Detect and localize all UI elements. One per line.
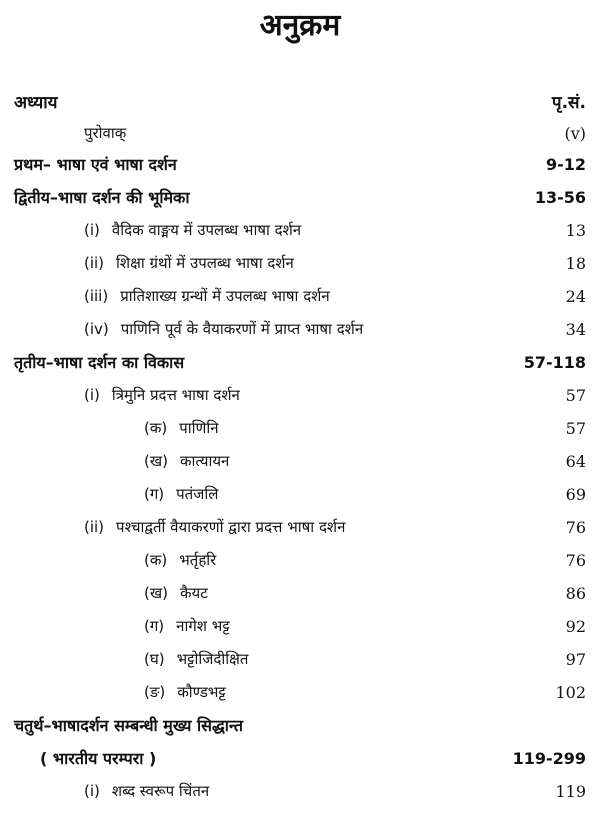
- toc-entry-page: 76: [565, 550, 586, 570]
- toc-entry-text: पुरोवाक्: [84, 124, 127, 142]
- toc-entry-label: [144, 451, 229, 471]
- toc-entry-text: शिक्षा ग्रंथों में उपलब्ध भाषा दर्शन: [116, 254, 294, 272]
- toc-entry-marker: (ii): [84, 518, 105, 536]
- chapter-column-heading: अध्याय: [14, 92, 58, 113]
- toc-entry-text: शब्द स्वरूप चिंतन: [111, 782, 210, 800]
- toc-entry-text: भट्टोजिदीक्षित: [176, 650, 249, 668]
- toc-entry: [84, 777, 586, 805]
- toc-entry: [84, 216, 586, 244]
- toc-entry-page: 57: [565, 385, 586, 405]
- toc-entry-text: प्रथम– भाषा एवं भाषा दर्शन: [14, 155, 177, 174]
- toc-entry-page: 9-12: [545, 154, 586, 174]
- toc-entry-text: कैयट: [179, 584, 208, 602]
- toc-entry-page: 86: [565, 583, 586, 603]
- toc-entry-label: [144, 682, 226, 702]
- toc-entry: [14, 348, 586, 376]
- toc-entry-page: 13: [565, 220, 586, 240]
- toc-entry: [84, 315, 586, 343]
- toc-entry-text: पश्चाद्वर्ती वैयाकरणों द्वारा प्रदत्त भाषा दर्शन: [116, 518, 346, 536]
- page-title: अनुक्रम: [259, 8, 341, 43]
- toc-entry-label: [84, 385, 240, 405]
- toc-entry: [40, 744, 586, 772]
- toc-entry: [14, 150, 586, 178]
- toc-entry: [144, 447, 586, 475]
- toc-entry-label: [84, 220, 301, 240]
- toc-entry-marker: (क): [144, 419, 168, 437]
- toc-entry-marker: (i): [84, 782, 100, 800]
- toc-entry-label: [144, 649, 248, 669]
- toc-entry-marker: (iv): [84, 320, 109, 338]
- toc-entry-label: [14, 714, 243, 736]
- toc-entry-page: 57: [565, 418, 586, 438]
- toc-entry-page: (v): [564, 123, 586, 143]
- toc-entry-text: वैदिक वाङ्मय में उपलब्ध भाषा दर्शन: [111, 221, 302, 239]
- toc-entry-marker: (ङ): [144, 683, 166, 701]
- toc-entry-page: 76: [565, 517, 586, 537]
- toc-entry-marker: (ख): [144, 584, 168, 602]
- toc-entry: [84, 513, 586, 541]
- toc-entry-text: ( भारतीय परम्परा ): [40, 749, 157, 768]
- toc-entry: [84, 282, 586, 310]
- toc-entry-marker: (i): [84, 221, 100, 239]
- toc-entry: [14, 183, 586, 211]
- toc-entry: [144, 612, 586, 640]
- toc-entry: [144, 546, 586, 574]
- toc-header: [14, 88, 586, 114]
- toc-entry-text: त्रिमुनि प्रदत्त भाषा दर्शन: [111, 386, 240, 404]
- toc-entry-label: [84, 123, 126, 143]
- toc-entry-marker: (iii): [84, 287, 109, 305]
- toc-entry-page: 24: [565, 286, 586, 306]
- toc-entry: [144, 414, 586, 442]
- toc-entry-page: 92: [565, 616, 586, 636]
- toc-entry: [144, 480, 586, 508]
- toc-entry-page: 13-56: [534, 187, 586, 207]
- toc-entry: [144, 645, 586, 673]
- toc-entry-label: [144, 583, 208, 603]
- toc-entry-label: [144, 616, 230, 636]
- toc-entry-label: [40, 747, 156, 769]
- toc-entry-text: कौण्डभट्ट: [177, 683, 226, 701]
- page-column-heading: पृ.सं.: [551, 92, 586, 113]
- toc-entry-text: नागेश भट्ट: [176, 617, 230, 635]
- toc-entry-marker: (ख): [144, 452, 168, 470]
- toc-entry-label: [144, 484, 218, 504]
- toc-entry-text: चतुर्थ–भाषादर्शन सम्बन्धी मुख्य सिद्धान्त: [14, 716, 243, 735]
- toc-entry: [14, 711, 586, 739]
- toc-entry-page: 119-299: [512, 748, 586, 768]
- toc-entry-marker: (i): [84, 386, 100, 404]
- toc-entry-label: [14, 351, 184, 373]
- toc-entry: [84, 119, 586, 147]
- toc-entry-page: 64: [565, 451, 586, 471]
- toc-entry-marker: (ii): [84, 254, 105, 272]
- toc-entry-label: [144, 418, 219, 438]
- toc-entry-text: कात्यायन: [179, 452, 230, 470]
- toc-entry-page: 69: [565, 484, 586, 504]
- toc-entry-label: [84, 319, 363, 339]
- toc-entry-page: 102: [555, 682, 586, 702]
- toc-entry-text: प्रातिशाख्य ग्रन्थों में उपलब्ध भाषा दर्शन: [120, 287, 330, 305]
- toc-entry-page: 57-118: [523, 352, 586, 372]
- toc-entry-label: [144, 550, 216, 570]
- toc-entry-page: 18: [565, 253, 586, 273]
- toc-entry-text: पाणिनि: [179, 419, 219, 437]
- toc-entry-text: तृतीय–भाषा दर्शन का विकास: [14, 353, 185, 372]
- toc-entry-marker: (ग): [144, 617, 165, 635]
- toc-entry-label: [14, 153, 177, 175]
- toc-entry-page: 34: [565, 319, 586, 339]
- toc-entry-page: 119: [555, 781, 586, 801]
- toc-entry: [144, 678, 586, 706]
- toc-entry-label: [84, 781, 209, 801]
- toc-entry: [144, 579, 586, 607]
- toc-entry-text: द्वितीय–भाषा दर्शन की भूमिका: [14, 188, 190, 207]
- toc-entry-page: 97: [565, 649, 586, 669]
- toc-entry-label: [84, 253, 294, 273]
- toc-entry-label: [14, 186, 189, 208]
- toc-entry-marker: (ग): [144, 485, 165, 503]
- toc-entry: [84, 381, 586, 409]
- toc-entry-text: पाणिनि पूर्व के वैयाकरणों में प्राप्त भाषा दर्शन: [120, 320, 364, 338]
- toc-entry: [84, 249, 586, 277]
- toc-entry-text: पतंजलि: [176, 485, 219, 503]
- toc-entry-label: [84, 517, 345, 537]
- toc-entry-label: [84, 286, 330, 306]
- toc-entry-marker: (क): [144, 551, 168, 569]
- toc-entry-marker: (घ): [144, 650, 165, 668]
- toc-entry-text: भर्तृहरि: [179, 551, 217, 569]
